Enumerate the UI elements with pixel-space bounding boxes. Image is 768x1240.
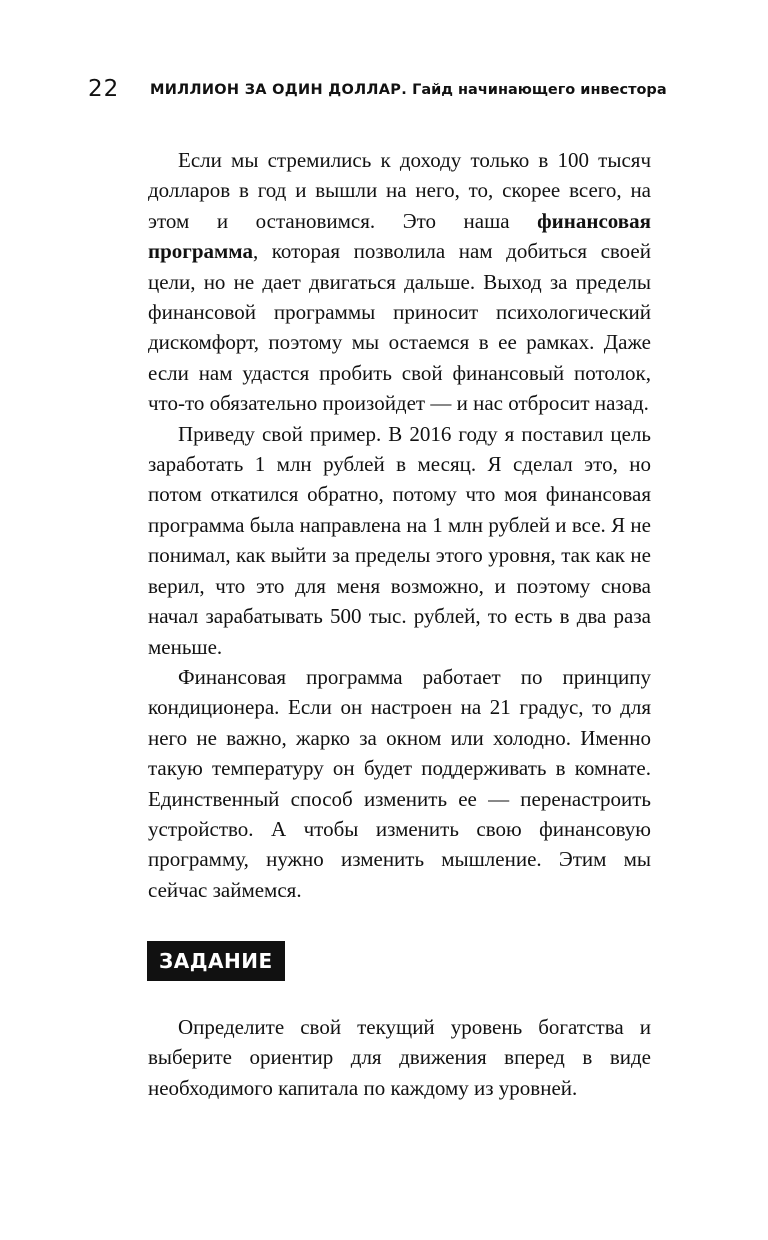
book-subtitle: Гайд начинающего инвестора [412, 82, 667, 98]
running-title [150, 76, 667, 104]
main-text [148, 145, 651, 905]
paragraph-3: Финансовая программа работает по принципу кондиционера. Если он настроен на 21 градус, то для него не важно, жарко за окном или холодно. Именно такую температуру он будет поддерживать в комнате. Единственный способ изменить ее — перенастроить устройство. А чтобы изменить свою финансовую программу, нужно изменить мышление. Этим мы сейчас займемся. [148, 664, 651, 902]
paragraph-1-text-b: , которая позволила нам добиться своей цели, но не дает двигаться дальше. Выход за пределы финансовой программы приносит психологический дискомфорт, поэтому мы остаемся в ее рамках. Даже если нам удастся пробить свой финансовый потолок, что-то обязательно произойдет — и нас отбросит назад. [148, 239, 651, 416]
bold-term: финансовая программа [148, 208, 651, 264]
paragraph-1 [148, 145, 651, 419]
page-header [0, 74, 768, 104]
paragraph-1-text-a: Если мы стремились к доходу только в 100 тысяч долларов в год и вышли на него, то, скорее всего, на этом и остановимся. Это наша [148, 148, 651, 233]
task-section [148, 1012, 651, 1103]
paragraph-2: Приведу свой пример. В 2016 году я поставил цель заработать 1 млн рублей в месяц. Я сделал это, но потом откатился обратно, потому что моя финансовая программа была направлена на 1 млн рублей и все. Я не понимал, как выйти за пределы этого уровня, так как не верил, что это для меня возможно, и поэтому снова начал зарабатывать 500 тыс. рублей, то есть в два раза меньше. [148, 421, 651, 659]
task-text: Определите свой текущий уровень богатства и выберите ориентир для движения вперед в виде необходимого капитала по каждому из уровней. [148, 1015, 651, 1100]
book-title: МИЛЛИОН ЗА ОДИН ДОЛЛАР. [150, 82, 408, 98]
page-number: 22 [88, 76, 120, 102]
task-heading: ЗАДАНИЕ [147, 941, 285, 981]
